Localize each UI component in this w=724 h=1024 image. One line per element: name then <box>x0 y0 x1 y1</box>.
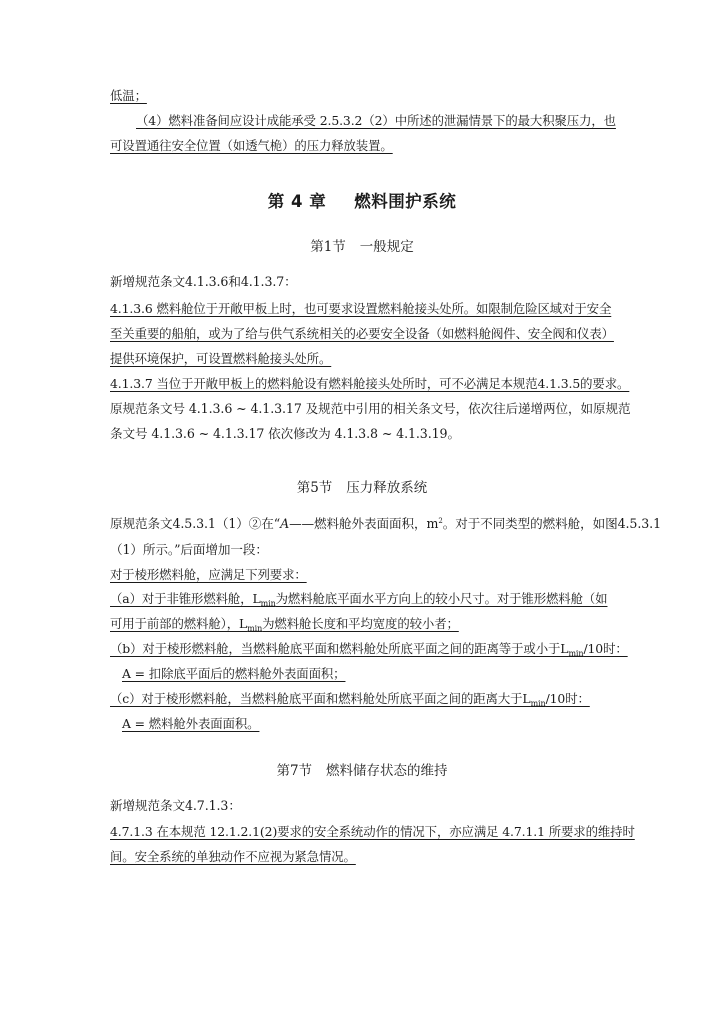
text-line: （1）所示。”后面增加一段： <box>110 542 268 557</box>
text-line: （b）对于棱形燃料舱，当燃料舱底平面和燃料舱处所底平面之间的距离等于或小于$L_{min}/10$时： <box>110 641 628 658</box>
text-line: 对于棱形燃料舱，应满足下列要求： <box>110 567 307 582</box>
chapter-number: 第 4 章 <box>267 192 327 211</box>
text-line: 间。安全系统的单独动作不应视为紧急情况。 <box>110 849 356 864</box>
text-line: （a）对于非锥形燃料舱，$L_{min}$为燃料舱底平面水平方向上的较小尺寸。对于锥形燃料舱（如 <box>110 591 608 608</box>
section-heading <box>0 762 724 780</box>
text-line: A = 扣除底平面后的燃料舱外表面面积； <box>122 666 346 681</box>
text-line: A = 燃料舱外表面面积。 <box>122 716 260 731</box>
text-line: 至关重要的船舶，或为了给与供气系统相关的必要安全设备（如燃料舱阀件、安全阀和仪表） <box>110 326 614 341</box>
section-heading <box>0 238 724 256</box>
chapter-heading <box>0 192 724 212</box>
text-line: 低温； <box>110 88 147 103</box>
text-line: （4）燃料准备间应设计成能承受 2.5.3.2（2）中所述的泄漏情景下的最大积聚压力，也 <box>136 113 616 128</box>
section-title: 压力释放系统 <box>346 480 428 496</box>
text-line: 提供环境保护，可设置燃料舱接头处所。 <box>110 351 332 366</box>
paragraph-intro: 新增规范条文4.1.3.6和4.1.3.7： <box>110 274 297 289</box>
section-number: 第7节 <box>276 763 313 779</box>
section-heading <box>0 479 724 497</box>
section-title: 燃料储存状态的维持 <box>326 763 448 779</box>
text-line: 原规范条文4.5.3.1（1）②在“A——燃料舱外表面面积，$m^2$。对于不同类型的燃料舱，如图4.5.3.1 <box>110 516 661 531</box>
text-line: （c）对于棱形燃料舱，当燃料舱底平面和燃料舱处所底平面之间的距离大于$L_{min}/10$时： <box>110 691 590 708</box>
text-line: 4.1.3.7 当位于开敞甲板上的燃料舱设有燃料舱接头处所时，可不必满足本规范4.1.3.5的要求。 <box>110 376 630 391</box>
text-line: 4.1.3.6 燃料舱位于开敞甲板上时，也可要求设置燃料舱接头处所。如限制危险区域对于安全 <box>110 301 612 316</box>
text-line: 可设置通往安全位置（如透气桅）的压力释放装置。 <box>110 138 393 153</box>
text-line: 条文号 4.1.3.6 ~ 4.1.3.17 依次修改为 4.1.3.8 ~ 4.1.3.19。 <box>110 426 460 441</box>
text-line: 原规范条文号 4.1.3.6 ~ 4.1.3.17 及规范中引用的相关条文号，依次往后递增两位，如原规范 <box>110 401 631 416</box>
paragraph-intro: 新增规范条文4.7.1.3： <box>110 798 241 813</box>
chapter-title: 燃料围护系统 <box>354 192 457 211</box>
text-line: 可用于前部的燃料舱），$L_{min}$为燃料舱长度和平均宽度的较小者； <box>110 616 459 633</box>
section-number: 第1节 <box>310 239 346 255</box>
text-line: 4.7.1.3 在本规范 12.1.2.1(2)要求的安全系统动作的情况下，亦应满足 4.7.1.1 所要求的维持时 <box>110 824 635 839</box>
section-title: 一般规定 <box>359 239 414 255</box>
section-number: 第5节 <box>296 480 333 496</box>
